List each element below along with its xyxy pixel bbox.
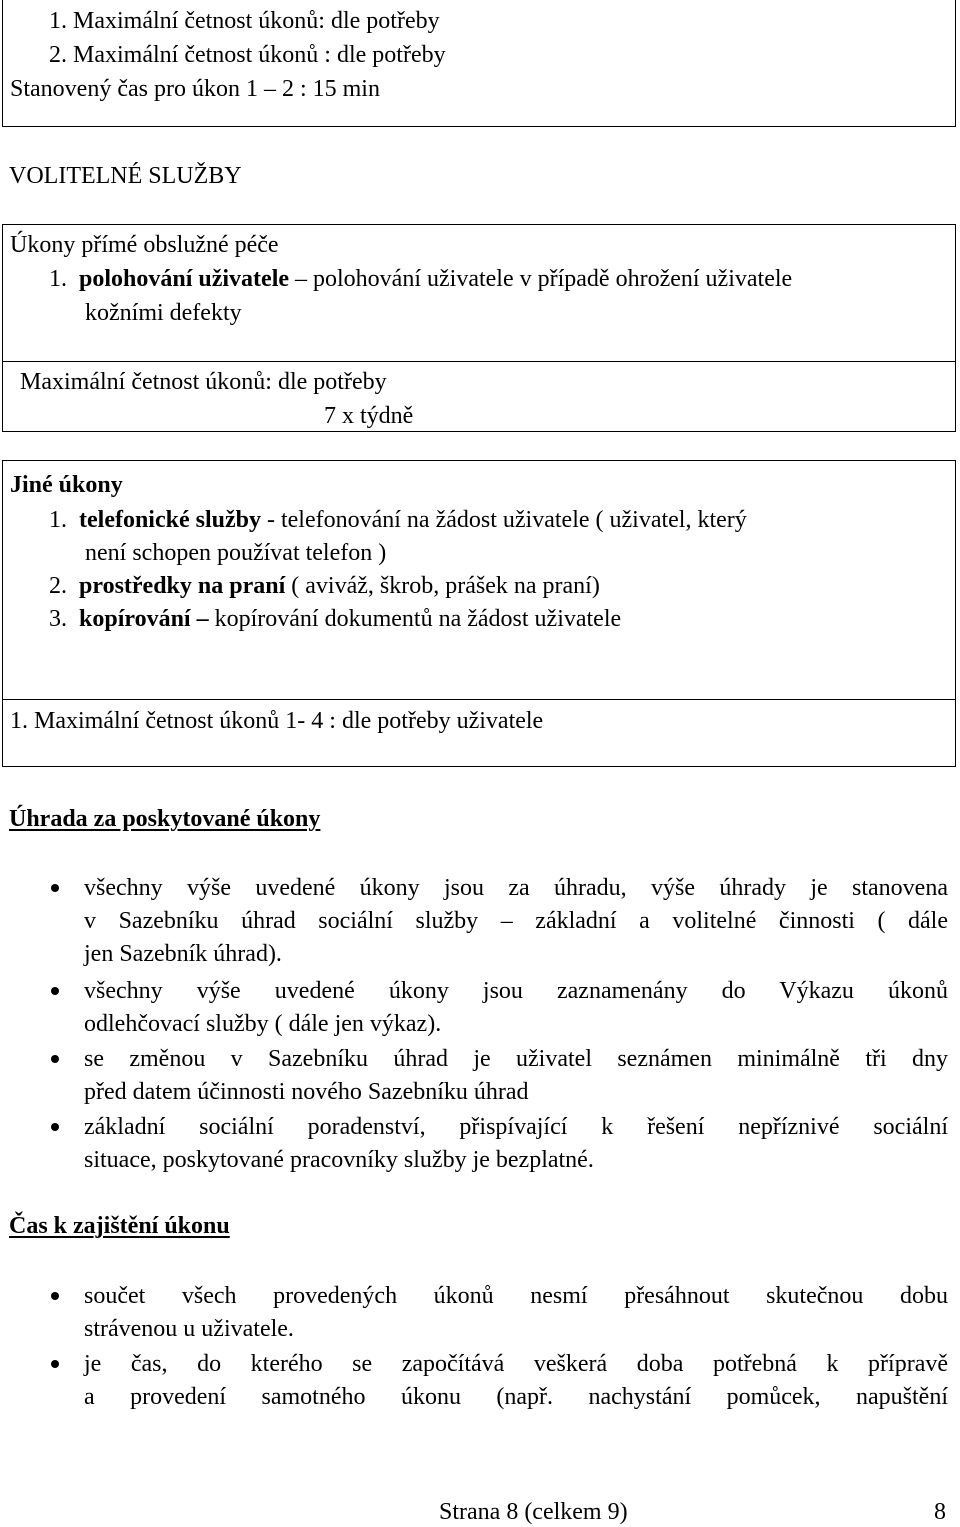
frequency-text: 1. Maximální četnost úkonů 1- 4 : dle potřeby uživatele bbox=[10, 708, 544, 734]
direct-care-box bbox=[2, 224, 956, 362]
direct-care-subheading: Úkony přímé obslužné péče bbox=[10, 232, 279, 258]
direct-care-item bbox=[49, 267, 792, 291]
item-title: telefonické služby bbox=[79, 507, 261, 533]
payment-bullet-line: všechny výše uvedené úkony jsou za úhradu, výše úhrady je stanovena bbox=[84, 875, 948, 901]
item-title: kopírování – bbox=[79, 606, 209, 632]
other-service-item bbox=[49, 508, 747, 532]
item-number: 1. bbox=[49, 507, 67, 533]
item-description: - telefonování na žádost uživatele ( uživatel, který bbox=[260, 507, 747, 533]
payment-bullet-line: situace, poskytované pracovníky služby je bezplatné. bbox=[84, 1147, 594, 1173]
time-bullet-line: je čas, do kterého se započítává veškerá doba potřebná k přípravě bbox=[84, 1351, 948, 1377]
item-title: polohování uživatele bbox=[79, 266, 290, 292]
time-bullet-line: součet všech provedených úkonů nesmí přesáhnout skutečnou dobu bbox=[84, 1283, 948, 1309]
bullet-icon bbox=[51, 1292, 59, 1300]
frequency-weekly: 7 x týdně bbox=[324, 403, 414, 429]
frequency-box-other bbox=[2, 699, 956, 767]
payment-bullet-line: základní sociální poradenství, přispívající k řešení nepříznivé sociální bbox=[84, 1114, 948, 1140]
payment-bullet-line: odlehčovací služby ( dále jen výkaz). bbox=[84, 1011, 442, 1037]
time-bullet-line: strávenou u uživatele. bbox=[84, 1316, 294, 1342]
item-description: ( aviváž, škrob, prášek na praní) bbox=[285, 573, 600, 599]
payment-bullet-line: v Sazebníku úhrad sociální služby – základní a volitelné činnosti ( dále bbox=[84, 908, 948, 934]
page-footer-label: Strana 8 (celkem 9) bbox=[439, 1499, 628, 1525]
page-number: 8 bbox=[934, 1499, 946, 1525]
bullet-icon bbox=[51, 1123, 59, 1131]
payment-bullet-line: se změnou v Sazebníku úhrad je uživatel seznámen minimálně tři dny bbox=[84, 1046, 948, 1072]
other-services-heading: Jiné úkony bbox=[10, 472, 123, 498]
time-bullet-line: a provedení samotného úkonu (např. nachystání pomůcek, napuštění bbox=[84, 1384, 948, 1410]
direct-care-item-continuation: kožními defekty bbox=[85, 300, 242, 326]
section-heading-volitelne: VOLITELNÉ SLUŽBY bbox=[9, 163, 242, 189]
bullet-icon bbox=[51, 987, 59, 995]
other-services-box bbox=[2, 460, 956, 700]
frequency-box-direct-care bbox=[2, 361, 956, 432]
item-number: 3. bbox=[49, 606, 67, 632]
other-service-item bbox=[49, 574, 600, 598]
payment-heading: Úhrada za poskytované úkony bbox=[9, 806, 321, 832]
other-service-item bbox=[49, 607, 621, 631]
frequency-item-2: 2. Maximální četnost úkonů : dle potřeby bbox=[49, 42, 446, 68]
payment-bullet-line: všechny výše uvedené úkony jsou zaznamenány do Výkazu úkonů bbox=[84, 978, 948, 1004]
other-service-item-continuation: není schopen používat telefon ) bbox=[85, 540, 387, 566]
item-number: 2. bbox=[49, 573, 67, 599]
bullet-icon bbox=[51, 1360, 59, 1368]
item-description: kopírování dokumentů na žádost uživatele bbox=[208, 606, 622, 632]
payment-bullet-line: před datem účinnosti nového Sazebníku úhrad bbox=[84, 1079, 529, 1105]
frequency-text: Maximální četnost úkonů: dle potřeby bbox=[20, 369, 387, 395]
frequency-item-1: 1. Maximální četnost úkonů: dle potřeby bbox=[49, 8, 440, 34]
time-limit: Stanovený čas pro úkon 1 – 2 : 15 min bbox=[10, 76, 380, 102]
bullet-icon bbox=[51, 1055, 59, 1063]
frequency-box-basic bbox=[2, 0, 956, 127]
time-heading: Čas k zajištění úkonu bbox=[9, 1213, 230, 1239]
item-number: 1. bbox=[49, 266, 67, 292]
item-description: – polohování uživatele v případě ohrožení uživatele bbox=[289, 266, 793, 292]
item-title: prostředky na praní bbox=[79, 573, 286, 599]
payment-bullet-line: jen Sazebník úhrad). bbox=[84, 941, 282, 967]
bullet-icon bbox=[51, 884, 59, 892]
